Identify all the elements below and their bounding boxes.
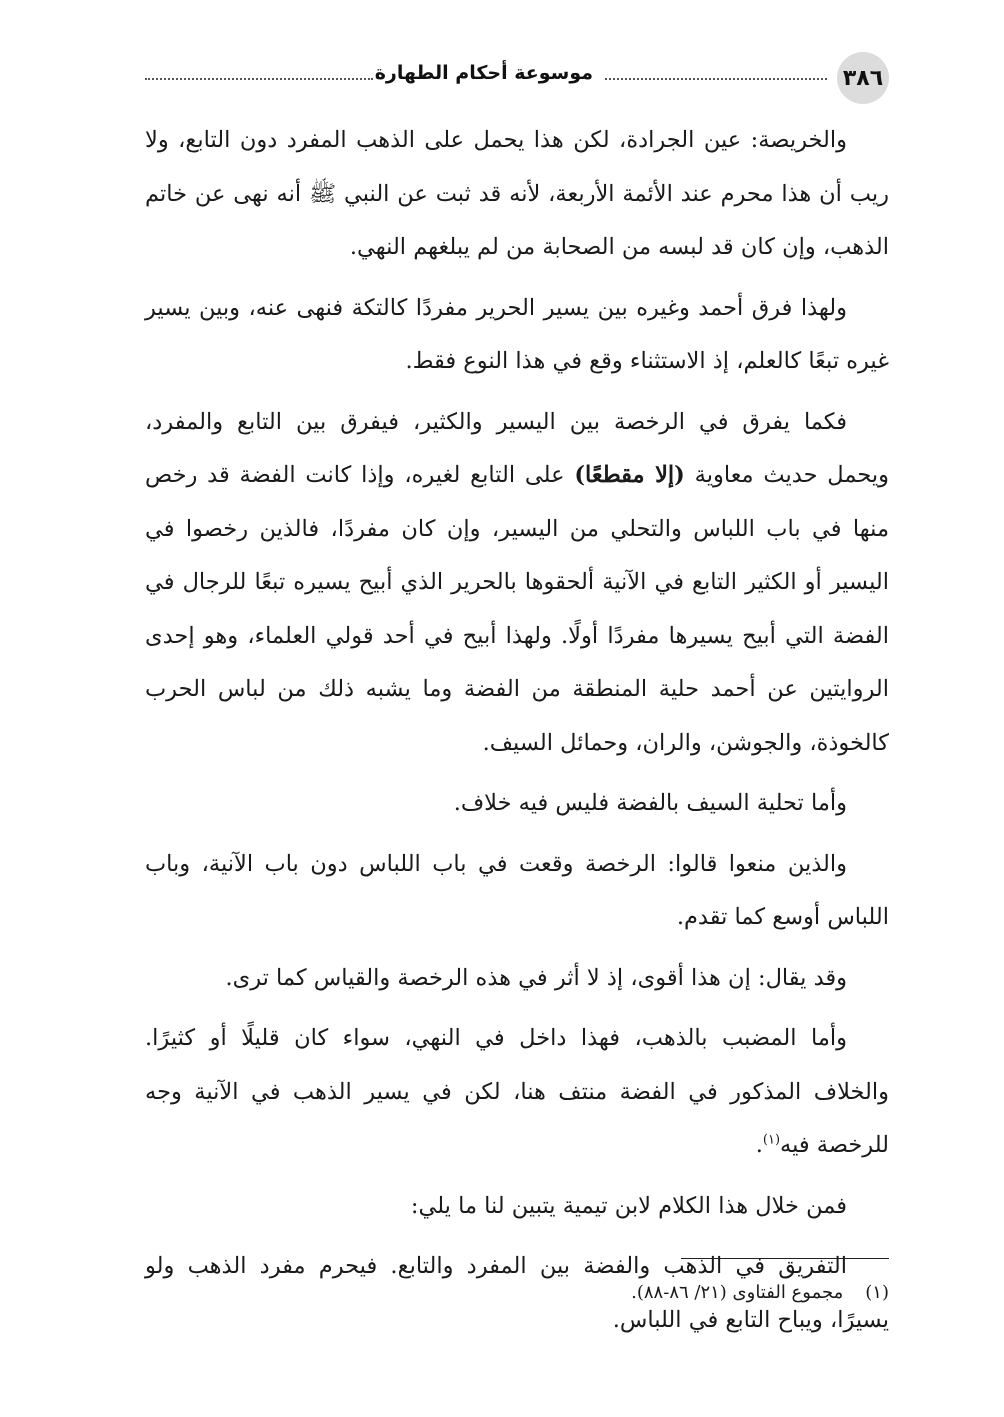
main-text xyxy=(145,114,889,1354)
paragraph-7-text: وأما المضبب بالذهب، فهذا داخل في النهي، سواء كان قليلًا أو كثيرًا. والخلاف المذكور في الفضة منتف هنا، لكن في يسير الذهب في الآنية وجه للرخصة فيه xyxy=(145,1025,889,1158)
paragraph-6: وقد يقال: إن هذا أقوى، إذ لا أثر في هذه الرخصة والقياس كما ترى. xyxy=(225,964,847,991)
paragraph-8: فمن خلال هذا الكلام لابن تيمية يتبين لنا ما يلي: xyxy=(410,1192,847,1219)
paragraph-4: وأما تحلية السيف بالفضة فليس فيه خلاف. xyxy=(453,790,847,816)
header-dotted-leader-left xyxy=(145,78,373,80)
hadith-quote: (إلا مقطعًا) xyxy=(574,462,685,488)
paragraph-7 xyxy=(145,1012,889,1173)
paragraph-3-part-2: على التابع لغيره، وإذا كانت الفضة قد رخص منها في باب اللباس والتحلي من اليسير، وإن كان مفردًا، فالذين رخصوا في اليسير أو الكثير التابع في الآنية ألحقوها بالحرير الذي أبيح يسيره تبعًا للرجال في الفضة التي أبيح يسيرها مفردًا أولًا. ولهذا أبيح في أحد قولي العلماء، وهو إحدى الروايتين عن أحمد حلية المنطقة من الفضة وما يشبه ذلك من لباس الحرب كالخوذة، والجوشن، والران، وحمائل السيف. xyxy=(145,462,889,756)
footnote-number: (١) xyxy=(865,1282,889,1303)
paragraph-3 xyxy=(145,396,889,771)
header-dotted-leader-right xyxy=(605,78,827,80)
paragraph-7-end: . xyxy=(755,1132,763,1158)
paragraph-2: ولهذا فرق أحمد وغيره بين يسير الحرير مفردًا كالتكة فنهى عنه، وبين يسير غيره تبعًا كالعلم، إذ الاستثناء وقع في هذا النوع فقط. xyxy=(145,294,889,374)
footnote-reference[interactable]: (١) xyxy=(762,1132,781,1148)
page-header xyxy=(145,44,889,104)
paragraph-9: التفريق في الذهب والفضة بين المفرد والتابع. فيحرم مفرد الذهب ولو يسيرًا، ويباح التابع في اللباس. xyxy=(145,1253,889,1333)
paragraph-1: والخريصة: عين الجرادة، لكن هذا يحمل على الذهب المفرد دون التابع، ولا ريب أن هذا محرم عند الأئمة الأربعة، لأنه قد ثبت عن النبي ﷺ أنه نهى عن خاتم الذهب، وإن كان قد لبسه من الصحابة من لم يبلغهم النهي. xyxy=(145,127,889,260)
book-title: موسوعة أحكام الطهارة xyxy=(374,62,593,84)
paragraph-3-part-1: فكما يفرق في الرخصة بين اليسير والكثير، فيفرق بين التابع والمفرد، ويحمل حديث معاوية xyxy=(145,408,890,488)
paragraph-5: والذين منعوا قالوا: الرخصة وقعت في باب اللباس دون باب الآنية، وباب اللباس أوسع كما تقدم. xyxy=(145,850,889,930)
footnote-text: مجموع الفتاوى (٢١/ ٨٦-٨٨). xyxy=(631,1282,844,1303)
footnote-separator xyxy=(681,1258,889,1259)
page-number: ٣٨٦ xyxy=(837,52,889,104)
footnote xyxy=(145,1278,889,1308)
